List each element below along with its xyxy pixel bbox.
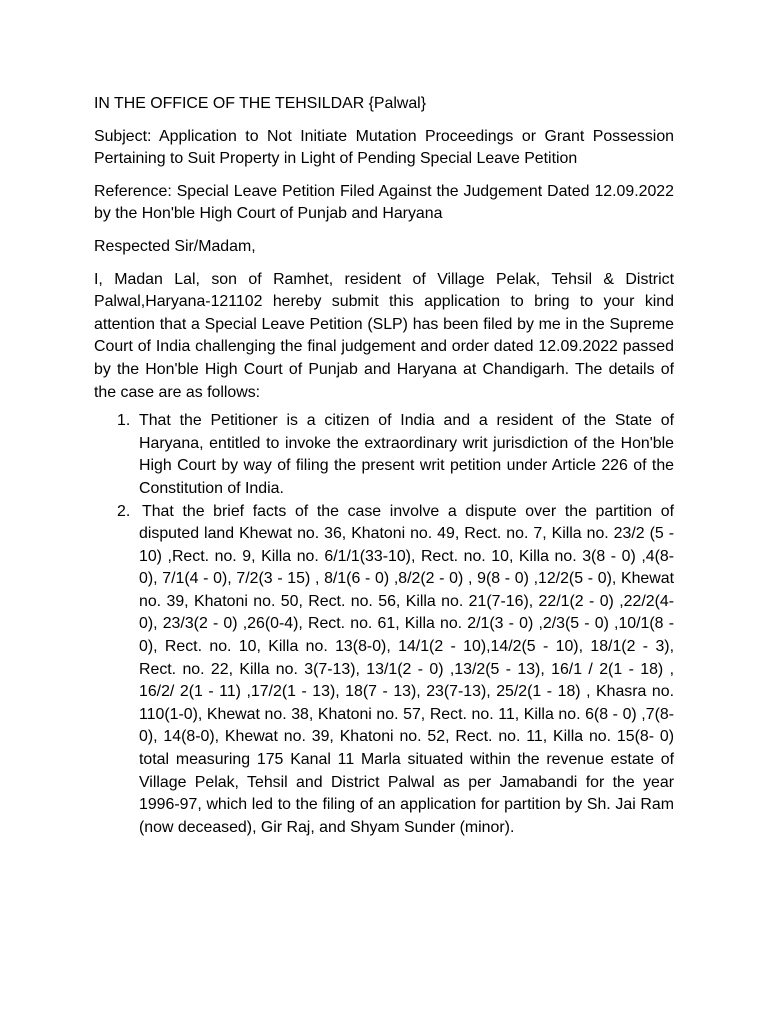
list-item-number: 1. <box>117 412 131 430</box>
list-item-text: That the brief facts of the case involve a dispute over the partition of disputed land Khewat no. 36, Khatoni no. 49, Rect. no. 7, Killa no. 23/2 (5 - 10) ,Rect. no. 9, Killa no. 6/1/1(33-10), Rect. no. 10, Killa no. 3(8 - 0) ,4(8-0), 7/1(4 - 0), 7/2(3 - 15) , 8/1(6 - 0) ,8/2(2 - 0) , 9(8 - 0) ,12/2(5 - 0), Khewat no. 39, Khatoni no. 50, Rect. no. 56, Killa no. 21(7-16), 22/1(2 - 0) ,22/2(4-0), 23/3(2 - 0) ,26(0-4), Rect. no. 61, Killa no. 2/1(3 - 0) ,2/3(5 - 0) ,10/1(8 - 0), Rect. no. 10, Killa no. 13(8-0), 14/1(2 - 10),14/2(5 - 10), 18/1(2 - 3), Rect. no. 22, Killa no. 3(7-13), 13/1(2 - 0) ,13/2(5 - 13), 16/1 / 2(1 - 18) , 16/2/ 2(1 - 11) ,17/2(1 - 13), 18(7 - 13), 23(7-13), 25/2(1 - 18) , Khasra no. 110(1-0), Khewat no. 38, Khatoni no. 57, Rect. no. 11, Killa no. 6(8 - 0) ,7(8-0), 14(8-0), Khewat no. 39, Khatoni no. 52, Rect. no. 11, Killa no. 15(8- 0) total measuring 175 Kanal 11 Marla situated within the revenue estate of Village Pelak, Tehsil and District Palwal as per Jamabandi for the year 1996-97, which led to the filing of an application for partition by Sh. Jai Ram (now deceased), Gir Raj, and Shyam Sunder (minor). <box>139 502 674 836</box>
salutation: Respected Sir/Madam, <box>94 237 256 255</box>
reference-paragraph: Reference: Special Leave Petition Filed Against the Judgement Dated 12.09.2022 by the Hon'ble High Court of Punjab and Haryana <box>94 182 674 223</box>
intro-paragraph: I, Madan Lal, son of Ramhet, resident of Village Pelak, Tehsil & District Palwal,Haryana-121102 hereby submit this application to bring to your kind attention that a Special Leave Petition (SLP) has been filed by me in the Supreme Court of India challenging the final judgement and order dated 12.09.2022 passed by the Hon'ble High Court of Punjab and Haryana at Chandigarh. The details of the case are as follows: <box>94 270 674 401</box>
document-heading: IN THE OFFICE OF THE TEHSILDAR {Palwal} <box>94 95 427 112</box>
numbered-list <box>94 410 674 839</box>
list-item <box>94 501 674 840</box>
list-item-text: That the Petitioner is a citizen of India and a resident of the State of Haryana, entitled to invoke the extraordinary writ jurisdiction of the Hon'ble High Court by way of filing the present writ petition under Article 226 of the Constitution of India. <box>139 412 674 497</box>
list-item <box>94 410 674 500</box>
list-item-number: 2. <box>117 502 131 520</box>
subject-paragraph: Subject: Application to Not Initiate Mutation Proceedings or Grant Possession Pertaining to Suit Property in Light of Pending Special Leave Petition <box>94 127 674 168</box>
document-body <box>94 93 674 839</box>
